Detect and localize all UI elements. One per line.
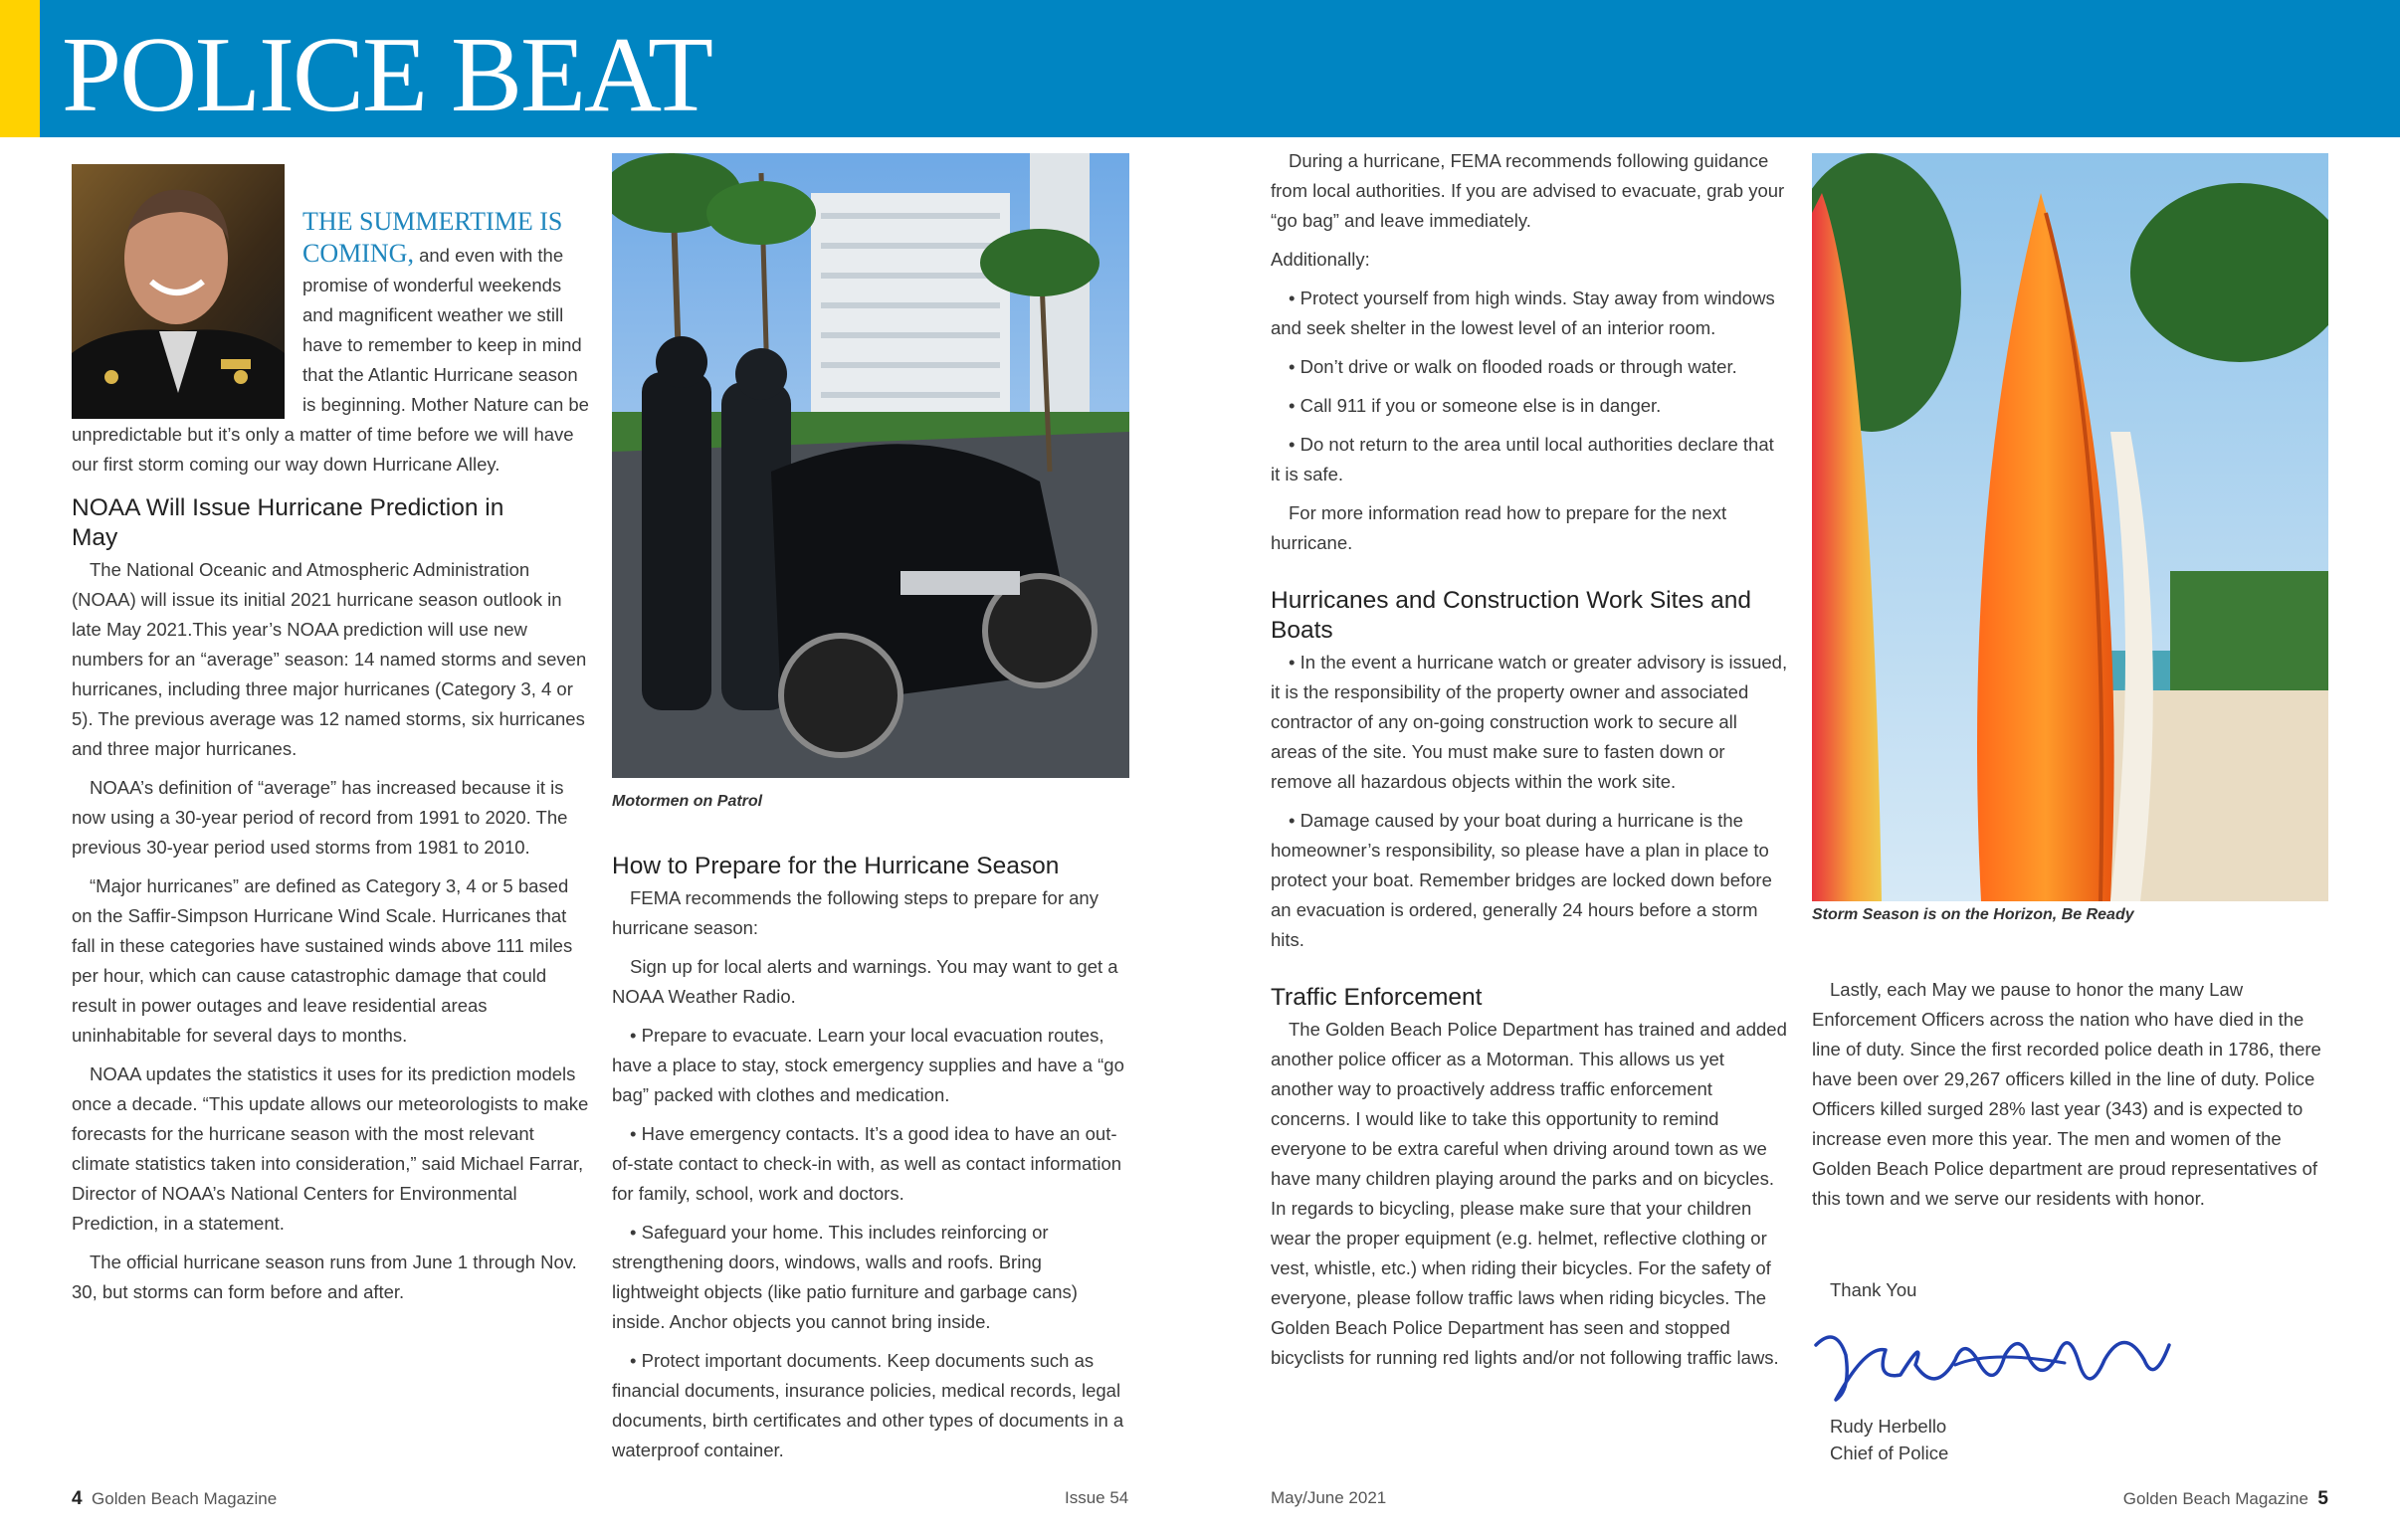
lead-caps: THE SUMMERTIME IS COMING, (302, 207, 563, 268)
list-item: • Protect yourself from high winds. Stay away from windows and seek shelter in the lowest level of an interior room. (1271, 284, 1788, 343)
banner-accent (0, 0, 40, 137)
additionally-label: Additionally: (1271, 249, 1370, 270)
heading-construction: Hurricanes and Construction Work Sites and Boats (1271, 587, 1751, 644)
construction-list (1271, 648, 1788, 955)
prepare-list (612, 1021, 1129, 1465)
signature-image (1806, 1305, 2184, 1415)
page-number-right: 5 (2317, 1488, 2328, 1509)
column-3 (1271, 146, 1788, 1382)
heading-noaa: NOAA Will Issue Hurricane Prediction in May (72, 494, 504, 551)
footer-date: May/June 2021 (1271, 1488, 1387, 1507)
list-item: • Protect important documents. Keep documents such as financial documents, insurance policies, medical records, legal documents, birth certificates and other types of documents in a waterproof container. (612, 1346, 1129, 1465)
list-item: • Call 911 if you or someone else is in danger. (1271, 391, 1788, 421)
thank-you: Thank You (1830, 1279, 1917, 1300)
noaa-paragraph-5: The official hurricane season runs from June 1 through Nov. 30, but storms can form before and after. (72, 1251, 577, 1302)
photo-caption-kayak: Storm Season is on the Horizon, Be Ready (1812, 906, 2134, 923)
list-item: • Don’t drive or walk on flooded roads or through water. (1271, 352, 1788, 382)
memorial-paragraph: Lastly, each May we pause to honor the many Law Enforcement Officers across the nation who have died in the line of duty. Since the first recorded police death in 1786, there have been over 29,267 officers killed in the line of duty. Police Officers killed surged 28% last year (343) and is expected to increase even more this year. The men and women of the Golden Beach Police department are proud representatives of this town and we serve our residents with honor. (1812, 979, 2321, 1209)
signer-title: Chief of Police (1830, 1443, 1949, 1463)
list-item: • Prepare to evacuate. Learn your local evacuation routes, have a place to stay, stock emergency supplies and have a “go bag” packed with clothes and medication. (612, 1021, 1129, 1110)
noaa-paragraph-3: “Major hurricanes” are defined as Category 3, 4 or 5 based on the Saffir-Simpson Hurricane Wind Scale. Hurricanes that fall in these categories have sustained winds above 111 miles per hour, which can cause catastrophic damage that could result in power outages and leave residential areas uninhabitable for several days to months. (72, 875, 573, 1046)
kayak-photo (1812, 153, 2328, 901)
column-4 (1812, 975, 2333, 1223)
portrait-spacer (72, 207, 302, 418)
prepare-alerts: Sign up for local alerts and warnings. You may want to get a NOAA Weather Radio. (612, 956, 1118, 1007)
more-info-paragraph: For more information read how to prepare for the next hurricane. (1271, 502, 1727, 553)
list-item: • Have emergency contacts. It’s a good idea to have an out-of-state contact to check-in with, as well as contact information for family, school, work and doctors. (612, 1119, 1129, 1209)
noaa-paragraph-2: NOAA’s definition of “average” has increased because it is now using a 30-year period of record from 1991 to 2020. The previous 30-year period used storms from 1981 to 2010. (72, 777, 568, 858)
list-item: • Do not return to the area until local authorities declare that it is safe. (1271, 430, 1788, 489)
intro-text: and even with the promise of wonderful weekends and magnificent weather we still have to remember to keep in mind that the Atlantic Hurricane season is beginning. Mother Nature can be unpredictable but it’s only a matter of time before we will have our first storm coming our way down Hurricane Alley. (72, 245, 589, 475)
during-paragraph: During a hurricane, FEMA recommends following guidance from local authorities. If you are advised to evacuate, grab your “go bag” and leave immediately. (1271, 150, 1785, 231)
page-number-left: 4 (72, 1488, 83, 1509)
footer-left (72, 1488, 277, 1510)
noaa-paragraph-4: NOAA updates the statistics it uses for its prediction models once a decade. “This update allows our meteorologists to make forecasts for the hurricane season with the most relevant climate statistics taken into consideration,” said Michael Farrar, Director of NOAA’s National Centers for Environmental Prediction, in a statement. (72, 1063, 589, 1234)
footer-issue: Issue 54 (1065, 1488, 1129, 1507)
traffic-paragraph: The Golden Beach Police Department has trained and added another police officer as a Motorman. This allows us yet another way to proactively address traffic enforcement concerns. I would like to take this opportunity to remind everyone to be extra careful when driving around town as we have many children playing around the parks and on bicycles. In regards to bicycling, please make sure that your children wear the proper equipment (e.g. helmet, reflective clothing or vest, whistle, etc.) when riding their bicycles. For the safety of everyone, please follow traffic laws when riding bicycles. The Golden Beach Police Department has seen and stopped bicyclists for running red lights and/or not following traffic laws. (1271, 1019, 1787, 1368)
photo-caption-motormen: Motormen on Patrol (612, 793, 763, 810)
sign-off (1830, 1275, 2228, 1305)
noaa-paragraph-1: The National Oceanic and Atmospheric Administration (NOAA) will issue its initial 2021 hurricane season outlook in late May 2021.This year’s NOAA prediction will use new numbers for an “average” season: 14 named storms and seven hurricanes, including three major hurricanes (Category 3, 4 or 5). The previous average was 12 named storms, six hurricanes and three major hurricanes. (72, 559, 587, 759)
magazine-name-right: Golden Beach Magazine (2122, 1489, 2308, 1508)
list-item: • In the event a hurricane watch or greater advisory is issued, it is the responsibility of the property owner and associated contractor of any on-going construction work to secure all areas of the site. You must make sure to fasten down or remove all hazardous objects within the work site. (1271, 648, 1788, 797)
page-title: POLICE BEAT (62, 16, 711, 134)
prepare-intro: FEMA recommends the following steps to prepare for any hurricane season: (612, 887, 1099, 938)
signer-name: Rudy Herbello (1830, 1416, 1947, 1437)
list-item: • Safeguard your home. This includes reinforcing or strengthening doors, windows, walls and roofs. Bring lightweight objects (like patio furniture and garbage cans) inside. Anchor objects you cannot bring inside. (612, 1218, 1129, 1337)
footer-right (2123, 1488, 2328, 1510)
during-list (1271, 284, 1788, 489)
column-2 (612, 842, 1129, 1474)
signer-block (1830, 1413, 2228, 1466)
heading-prepare: How to Prepare for the Hurricane Season (612, 853, 1060, 879)
column-1-body (72, 207, 589, 1316)
motormen-photo (612, 153, 1129, 778)
heading-traffic: Traffic Enforcement (1271, 984, 1483, 1011)
magazine-name-left: Golden Beach Magazine (92, 1489, 278, 1508)
list-item: • Damage caused by your boat during a hurricane is the homeowner’s responsibility, so please have a plan in place to protect your boat. Remember bridges are locked down before an evacuation is ordered, generally 24 hours before a storm hits. (1271, 806, 1788, 955)
